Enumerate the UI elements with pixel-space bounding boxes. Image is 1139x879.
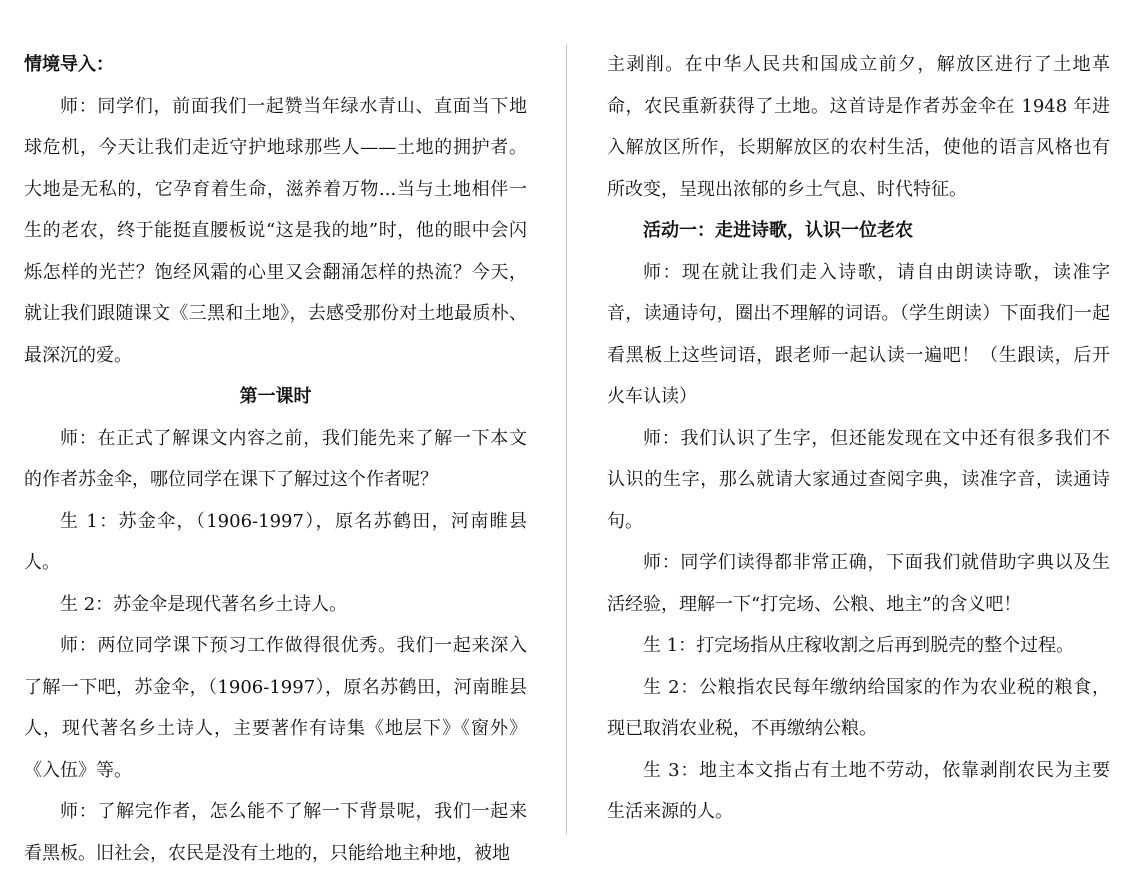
paragraph-teacher-author: 师：在正式了解课文内容之前，我们能先来了解一下本文的作者苏金伞，哪位同学在课下了解过这个作者呢？ [24, 427, 527, 490]
paragraph-teacher-dictionary: 师：我们认识了生字，但还能发现在文中还有很多我们不认识的生字，那么就请大家通过查阅字典，读准字音，读通诗句。 [607, 427, 1110, 532]
lesson-title: 第一课时 [239, 386, 312, 407]
paragraph-student-term-2: 生 2：公粮指农民每年缴纳给国家的作为农业税的粮食，现已取消农业税，不再缴纳公粮。 [607, 676, 1110, 739]
column-divider [566, 44, 567, 834]
paragraph-teacher-terms: 师：同学们读得都非常正确，下面我们就借助字典以及生活经验，理解一下“打完场、公粮、地主”的含义吧！ [607, 552, 1110, 615]
paragraph-teacher-intro-author: 师：两位同学课下预习工作做得很优秀。我们一起来深入了解一下吧，苏金伞，（1906-1997），原名苏鹤田，河南睢县人，现代著名乡土诗人，主要著作有诗集《地层下》《窗外》《入伍》等。 [24, 635, 527, 781]
section-heading-situation: 情境导入： [24, 54, 114, 75]
activity-heading: 活动一：走进诗歌，认识一位老农 [643, 220, 913, 241]
right-column [607, 44, 1110, 833]
paragraph-teacher-reading: 师：现在就让我们走入诗歌，请自由朗读诗歌，读准字音，读通诗句，圈出不理解的词语。（学生朗读）下面我们一起看黑板上这些词语，跟老师一起认读一遍吧！（生跟读，后开火车认读） [607, 261, 1110, 407]
paragraph-teacher-background: 师：了解完作者，怎么能不了解一下背景呢，我们一起来看黑板。旧社会，农民是没有土地的，只能给地主种地，被地 [24, 801, 527, 864]
paragraph-intro: 师：同学们，前面我们一起赞当年绿水青山、直面当下地球危机，今天让我们走近守护地球那些人——土地的拥护者。大地是无私的，它孕育着生命，滋养着万物...当与土地相伴一生的老农，终于能挺直腰板说“这是我的地”时，他的眼中会闪烁怎样的光芒？饱经风霜的心里又会翻涌怎样的热流？今天，就让我们跟随课文《三黑和土地》，去感受那份对土地最质朴、最深沉的爱。 [24, 95, 527, 366]
paragraph-student-2: 生 2：苏金伞是现代著名乡土诗人。 [60, 593, 348, 615]
paragraph-student-term-3: 生 3：地主本文指占有土地不劳动，依靠剥削农民为主要生活来源的人。 [607, 759, 1110, 822]
paragraph-background-continued: 主剥削。在中华人民共和国成立前夕，解放区进行了土地革命，农民重新获得了土地。这首诗是作者苏金伞在 1948 年进入解放区所作，长期解放区的农村生活，使他的语言风格也有所改变，呈现出浓郁的乡土气息、时代特征。 [607, 54, 1110, 200]
paragraph-student-term-1: 生 1：打完场指从庄稼收割之后再到脱壳的整个过程。 [643, 635, 1075, 656]
left-column [24, 44, 527, 874]
paragraph-student-1: 生 1：苏金伞，（1906-1997），原名苏鹤田，河南睢县人。 [24, 510, 527, 573]
